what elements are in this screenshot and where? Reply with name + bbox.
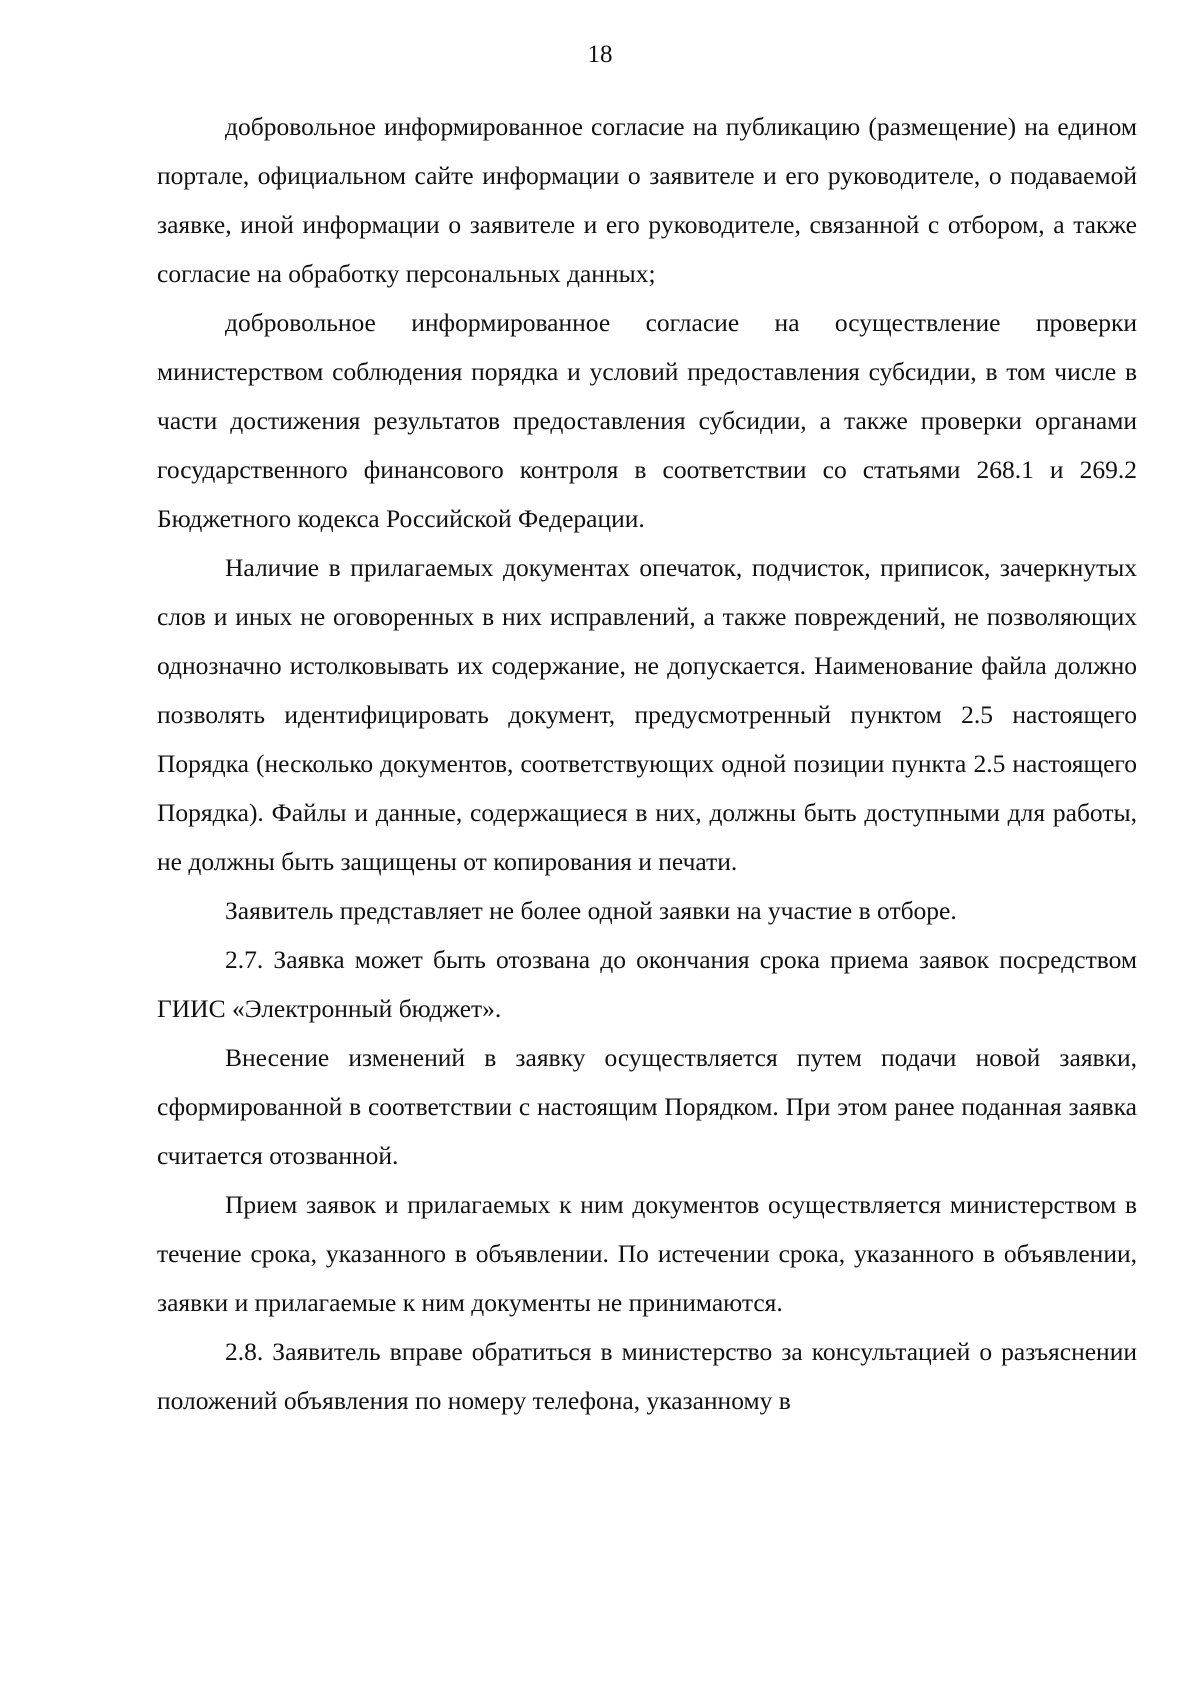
paragraph-application-acceptance: Прием заявок и прилагаемых к ним документов осуществляется министерством в течение срока, указанного в объявлении. По истечении срока, указанного в объявлении, заявки и прилагаемые к ним документы не принимаются. bbox=[157, 1190, 1137, 1317]
document-body bbox=[157, 102, 1137, 1425]
paragraph-clause-2-7: 2.7. Заявка может быть отозвана до окончания срока приема заявок посредством ГИИС «Электронный бюджет». bbox=[157, 945, 1137, 1023]
paragraph-clause-2-8: 2.8. Заявитель вправе обратиться в министерство за консультацией о разъяснении положений объявления по номеру телефона, указанному в bbox=[157, 1337, 1137, 1415]
paragraph-application-changes: Внесение изменений в заявку осуществляется путем подачи новой заявки, сформированной в соответствии с настоящим Порядком. При этом ранее поданная заявка считается отозванной. bbox=[157, 1043, 1137, 1170]
paragraph-inspection-consent: добровольное информированное согласие на осуществление проверки министерством соблюдения порядка и условий предоставления субсидии, в том числе в части достижения результатов предоставления субсидии, а также проверки органами государственного финансового контроля в соответствии со статьями 268.1 и 269.2 Бюджетного кодекса Российской Федерации. bbox=[157, 308, 1137, 533]
paragraph-publication-consent: добровольное информированное согласие на публикацию (размещение) на едином портале, официальном сайте информации о заявителе и его руководителе, о подаваемой заявке, иной информации о заявителе и его руководителе, связанной с отбором, а также согласие на обработку персональных данных; bbox=[157, 112, 1137, 288]
paragraph-single-application: Заявитель представляет не более одной заявки на участие в отборе. bbox=[225, 896, 957, 925]
page-number: 18 bbox=[587, 41, 613, 68]
paragraph-document-requirements: Наличие в прилагаемых документах опечаток, подчисток, приписок, зачеркнутых слов и иных не оговоренных в них исправлений, а также повреждений, не позволяющих однозначно истолковывать их содержание, не допускается. Наименование файла должно позволять идентифицировать документ, предусмотренный пунктом 2.5 настоящего Порядка (несколько документов, соответствующих одной позиции пункта 2.5 настоящего Порядка). Файлы и данные, содержащиеся в них, должны быть доступными для работы, не должны быть защищены от копирования и печати. bbox=[157, 553, 1137, 876]
